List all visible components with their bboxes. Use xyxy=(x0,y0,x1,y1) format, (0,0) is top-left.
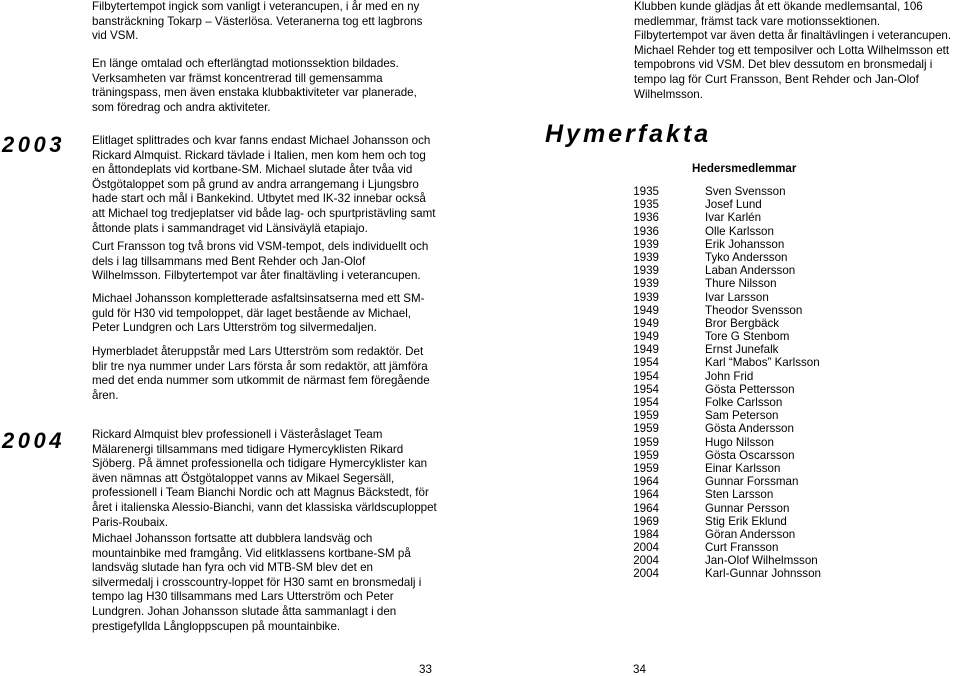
member-name: Ernst Junefalk xyxy=(705,343,779,357)
member-row xyxy=(600,502,821,515)
member-year: 1939 xyxy=(633,237,659,251)
member-row xyxy=(600,528,821,541)
member-year: 1939 xyxy=(633,264,659,278)
member-year: 2004 xyxy=(633,567,659,581)
member-name: Karl-Gunnar Johnsson xyxy=(705,567,821,581)
member-year: 1949 xyxy=(633,316,659,330)
member-name: Olle Karlsson xyxy=(705,224,774,238)
paragraph-filbyter-1: Filbytertempot ingick som vanligt i veterancupen, i år med en ny bansträckning Tokarp – Västerlösa. Veteranerna tog ett lagbrons vid VSM. xyxy=(92,0,423,43)
member-row xyxy=(600,251,821,264)
member-year: 1954 xyxy=(633,382,659,396)
member-year: 1959 xyxy=(633,409,659,423)
member-name: John Frid xyxy=(705,369,754,383)
member-row xyxy=(600,238,821,251)
member-row xyxy=(600,198,821,211)
member-row xyxy=(600,277,821,290)
member-row xyxy=(600,356,821,369)
member-row xyxy=(600,211,821,224)
member-name: Karl “Mabos” Karlsson xyxy=(705,356,820,370)
member-row xyxy=(600,291,821,304)
member-year: 1959 xyxy=(633,435,659,449)
member-name: Curt Fransson xyxy=(705,541,779,555)
member-year: 1936 xyxy=(633,224,659,238)
member-year: 1969 xyxy=(633,514,659,528)
member-name: Josef Lund xyxy=(705,198,762,212)
member-name: Sten Larsson xyxy=(705,488,774,502)
page-number-left: 33 xyxy=(419,663,432,676)
paragraph-curt-fransson: Curt Fransson tog två brons vid VSM-tempot, dels individuellt och dels i lag tillsammans med Bent Rehder och Jan-Olof Wilhelmsson. Filbytertempot var åter finaltävling i veterancupen. xyxy=(92,240,429,283)
member-row xyxy=(600,317,821,330)
member-year: 1959 xyxy=(633,461,659,475)
member-row xyxy=(600,488,821,501)
member-row xyxy=(600,330,821,343)
member-row xyxy=(600,225,821,238)
member-row xyxy=(600,475,821,488)
member-name: Stig Erik Eklund xyxy=(705,514,787,528)
member-name: Gösta Pettersson xyxy=(705,382,795,396)
member-year: 1949 xyxy=(633,343,659,357)
member-row xyxy=(600,396,821,409)
member-name: Thure Nilsson xyxy=(705,277,777,291)
member-name: Tore G Stenbom xyxy=(705,330,790,344)
member-row xyxy=(600,449,821,462)
member-row xyxy=(600,462,821,475)
member-row xyxy=(600,554,821,567)
member-year: 1936 xyxy=(633,211,659,225)
member-row xyxy=(600,541,821,554)
member-row xyxy=(600,264,821,277)
member-name: Ivar Larsson xyxy=(705,290,769,304)
member-name: Einar Karlsson xyxy=(705,461,781,475)
member-year: 1984 xyxy=(633,527,659,541)
honorary-members-title: Hedersmedlemmar xyxy=(692,162,797,175)
member-name: Hugo Nilsson xyxy=(705,435,774,449)
member-year: 1964 xyxy=(633,501,659,515)
hymerfakta-heading: Hymerfakta xyxy=(545,120,712,148)
member-year: 2004 xyxy=(633,541,659,555)
paragraph-rickard-almquist: Rickard Almquist blev professionell i Västeråslaget Team Mälarenergi tillsammans med tidigare Hymercyklisten Rikard Sjöberg. På ämnet professionella och tidigare Hymercyklister kan även nämnas att Östgötaloppet vanns av Mikael Segersäll, professionell i Team Bianchi Nordic och att Magnus Bäckstedt, för året i italienska Alessio-Bianchi, vann det klassiska världscuploppet Paris-Roubaix. xyxy=(92,428,437,529)
member-row xyxy=(600,304,821,317)
member-year: 1959 xyxy=(633,448,659,462)
member-year: 1964 xyxy=(633,475,659,489)
member-year: 1954 xyxy=(633,356,659,370)
member-year: 1939 xyxy=(633,250,659,264)
honorary-members-list xyxy=(600,185,821,581)
paragraph-elitlaget: Elitlaget splittrades och kvar fanns endast Michael Johansson och Rickard Almquist. Rickard tävlade i Italien, men kom hem och tog en åttondeplats vid kortbane-SM. Michael slutade åter tvåa vid Östgötaloppet som på grund av andra arrangemang i Ljungsbro hade start och mål i Bankekind. Utbytet med IK-32 innebar också att Michael tog tredjeplatser vid både lag- och spurtpristävling samt åttonde plats i sammandraget vid Länsiväylä etapiajo. xyxy=(92,134,436,235)
member-year: 1939 xyxy=(633,277,659,291)
member-name: Gunnar Forssman xyxy=(705,475,799,489)
page-number-right: 34 xyxy=(633,663,646,676)
member-year: 1954 xyxy=(633,369,659,383)
member-row xyxy=(600,383,821,396)
member-year: 1959 xyxy=(633,422,659,436)
right-text-column xyxy=(634,0,952,102)
member-row xyxy=(600,343,821,356)
paragraph-hymerbladet: Hymerbladet återuppstår med Lars Utterström som redaktör. Det blir tre nya nummer under Lars första år som redaktör, att jämföra med det enda nummer som utkommit de närmast fem föregående åren. xyxy=(92,345,430,402)
member-year: 1949 xyxy=(633,330,659,344)
member-name: Gösta Andersson xyxy=(705,422,794,436)
member-name: Folke Carlsson xyxy=(705,396,783,409)
paragraph-michael-johansson: Michael Johansson kompletterade asfaltsinsatserna med ett SM-guld för H30 vid tempoloppet, där laget bestående av Michael, Peter Lundgren och Lars Utterström tog silvermedaljen. xyxy=(92,292,425,335)
member-name: Laban Andersson xyxy=(705,264,796,278)
member-year: 1964 xyxy=(633,488,659,502)
member-name: Erik Johansson xyxy=(705,237,785,251)
member-year: 1939 xyxy=(633,290,659,304)
member-year: 2004 xyxy=(633,554,659,568)
member-name: Jan-Olof Wilhelmsson xyxy=(705,554,818,568)
member-row xyxy=(600,515,821,528)
member-year: 1949 xyxy=(633,303,659,317)
member-row xyxy=(600,436,821,449)
member-row xyxy=(600,422,821,435)
member-row xyxy=(600,409,821,422)
paragraph-klubben: Klubben kunde glädjas åt ett ökande medlemsantal, 106 medlemmar, främst tack vare motionssektionen. Filbytertempot var även detta år finaltävlingen i veterancupen. Michael Rehder tog ett temposilver och Lotta Wilhelmsson ett tempobrons vid VSM. Det blev dessutom en bronsmedalj i tempo lag för Curt Fransson, Bent Rehder och Jan-Olof Wilhelmsson. xyxy=(634,0,952,101)
member-name: Bror Bergbäck xyxy=(705,316,780,330)
member-name: Gunnar Persson xyxy=(705,501,790,515)
member-name: Tyko Andersson xyxy=(705,250,788,264)
year-heading-2003: 2003 xyxy=(2,132,65,157)
member-row xyxy=(600,370,821,383)
paragraph-motionssektion: En länge omtalad och efterlängtad motionssektion bildades. Verksamheten var främst koncentrerad till gemensamma träningspass, men även enstaka klubbaktiviteter var planerade, som föredrag och andra aktiviteter. xyxy=(92,57,417,114)
member-name: Ivar Karlén xyxy=(705,211,762,225)
member-year: 1935 xyxy=(633,198,659,212)
member-year: 1954 xyxy=(633,396,659,409)
member-name: Sam Peterson xyxy=(705,409,779,423)
member-name: Sven Svensson xyxy=(705,185,786,198)
member-row xyxy=(600,567,821,580)
member-year: 1935 xyxy=(633,185,659,198)
member-row xyxy=(600,185,821,198)
year-heading-2004: 2004 xyxy=(2,428,65,453)
member-name: Gösta Oscarsson xyxy=(705,448,795,462)
member-name: Göran Andersson xyxy=(705,527,796,541)
member-name: Theodor Svensson xyxy=(705,303,803,317)
paragraph-mountainbike: Michael Johansson fortsatte att dubblera landsväg och mountainbike med framgång. Vid elitklassens kortbane-SM på landsväg slutade han fyra och vid MTB-SM blev det en silvermedalj i crosscountry-loppet för H30 samt en bronsmedalj i tempo lag H30 tillsammans med Lars Utterström och Peter Lundgren. Johan Johansson slutade åtta sammanlagt i den prestigefyllda Långloppscupen på mountainbike. xyxy=(92,532,422,633)
